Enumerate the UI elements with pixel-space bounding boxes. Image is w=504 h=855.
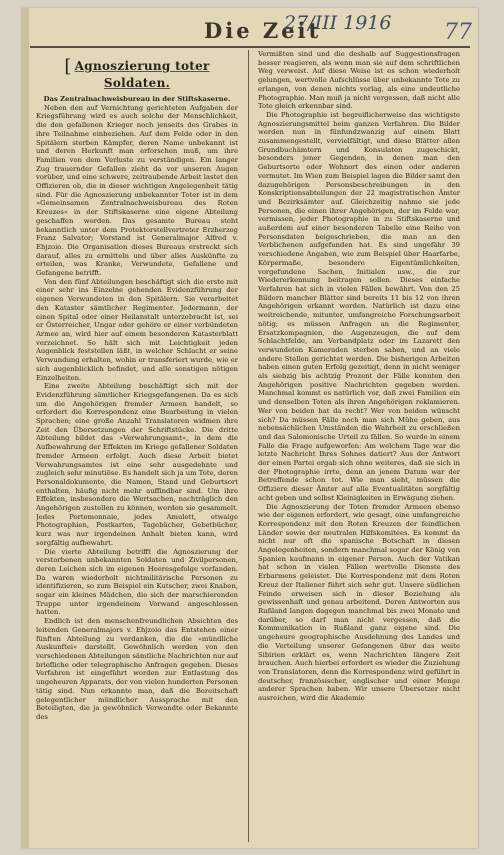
handwritten-page-mark: 77 bbox=[444, 20, 472, 45]
article-paragraph: Die vierte Abteilung betrifft die Agnoszierung der verstorbenen unbekannten Soldaten und Zivilpersonen, deren Leichen sich im eigenen Heeresgefolge vorfanden. Da waren wiederholt nichtmilitärische Personen zu identifizieren, so zum Beispiel ein Kutscher, zwei Knaben, sogar ein kleines Mädchen, die sich der marschierenden Truppe unter irgendeinem Vorwand angeschlossen hatten. bbox=[36, 547, 238, 617]
newspaper-clipping bbox=[22, 8, 478, 848]
newspaper-masthead: Die Zeit bbox=[204, 18, 322, 43]
article-subtitle: Das Zentralnachweisbureau in der Stiftskaserne. bbox=[43, 95, 231, 103]
article-paragraph: Von den fünf Abteilungen beschäftigt sich die erste mit einer sehr ins Einzelne gehenden Evidenzführung der eigenen Verwundeten in den Spitälern. Sie verarbeitet den Kataster sämtlicher Regimenter. Jedermann, der einen Spital oder einer Heilanstalt unterzebracht ist, sei er Österreicher, Ungar oder gehöre er einer verbündeten Armee an, wird hier auf einem besonderen Katasterblatt verzeichnet. So hält sich mit Leichtigkeit jeden Augenblick feststellen läßt, in welcher Schlacht er seine Verwundung erhalten, wohin er transferiert wurde, wie er sich augenblicklich befindet, und alle sonstigen nötigen Einzelheiten. bbox=[36, 277, 238, 382]
article-column-right bbox=[258, 50, 460, 842]
masthead-rule bbox=[30, 46, 470, 48]
article-paragraph: Neben den auf Vernichtung gerichteten Aufgaben der Kriegsführung wird es auch solche der Menschlichkeit, die den gefallenen Krieger noch jenseits des Grabes in ihre Teilnahme einbeziehen. Auf dem Felde oder in den Spitälern sterben Kämpfer, deren Name unbekannt ist und deren Herkunft man erforschen muß, um ihre Familien von dem Verluste zu verständigen. Ein langer Zug trauernder Gefallen zieht da vor unseren Augen vorüber, und eine schwere, zeitraubende Arbeit lastet den Offizieren ob, die in dieser wichtigen Angelegenheit tätig sind. Für die Agnoszierung unbekannter Toter ist in dem »Gemeinsamen Zentralnachweisbureau des Roten Kreuzes« in der Stiftskaserne eine eigene Abteilung geschaffen worden. Das gesamte Bureau steht bekanntlich unter dem Protektorstellvertreter Erzherzog Franz Salvator; Vorstand ist Generalmajor Alfred v. Ehjzoio. Die Organisation dieses Bureaus erstreckt sich darauf, alles zu ermitteln und über alles Auskünfte zu erteilen, was Kranke, Verwundete, Gefallene und Gefangene betrifft. bbox=[36, 103, 238, 278]
article-title: Agnoszierung toter Soldaten. bbox=[74, 59, 210, 90]
handwritten-date: 27/III 1916 bbox=[284, 12, 392, 34]
article-paragraph: Eine zweite Abteilung beschäftigt sich mit der Evidenzführung sämtlicher Kriegsgefangenen. Da es sich um die Angehörigen fremder Armeen handelt, so erfordert die Korrespondenz eine Bearbeitung in vielen Sprachen; eine große Anzahl Translatoren widmen ihre Zeit den Übersetzungen der Schriftstücke. Die dritte Abteilung bildet das »Verwahrungsamt«, in dem die Aufbewahrung der Effekten im Kriege gefallener Soldaten fremder Armeen erfolgt. Auch diese Arbeit bietet Verwahrungsamtes ist eine sehr ausgedehnte und zugleich sehr minutiöse. Es handelt sich ja um Tote, deren Personaldokumente, die Namen, Stand und Geburtsort enthalten, häufig nicht mehr auffindbar sind. Um ihre Effekten, insbesondere die Wertsachen, nachträglich den Angehörigen zustellen zu können, werden sie gesammelt. Jedes Portemonnaie, jedes Amulett, etwaige Photographien, Postkarten, Tagebücher, Gebetbücher, kurz was nur irgendeinen Anhalt bieten kann, wird sorgfältig aufbewahrt. bbox=[36, 382, 238, 547]
article-paragraph: Vermißten sind und die deshalb auf Suggestionsfragen besser reagieren, als wenn man sie auf dem schriftlichen Weg verweist. Auf diese Weise ist es schon wiederholt gelungen, wertvolle Aufschlüsse über unbekannte Tote zu erlangen, von denen nichts vorlag, als eine undeutliche Photographie. Man muß ja nicht vergessen, daß nicht alle Tote gleich erkennbar sind. bbox=[258, 50, 460, 111]
article-headline bbox=[36, 58, 238, 91]
article-paragraph: Die Agnoszierung der Toten fremder Armeen ebenso wie der eigenen erfordert, wie gesagt, eine umfangreiche Korrespondenz mit den Roten Kreuzen der feindlichen Länder sowie der neutralen Hilfskomitées. Es kommt da nicht nur oft die spanische Botschaft in diesen Angelegenheiten, sondern manchmal sogar der König von Spanien kaufmann in eigener Person. Auch der Vatikan hat schon in vielen Fällen wertvolle Dienste des Erbarmens geleistet. Die Korrespondenz mit dem Roten Kreuz der Italiener führt sich sehr gut. Unsere südlichen Feinde erweisen sich in dieser Beziehung als gewissenhaft und genau arbeitend. Deren Antworten aus Rußland langen dagegen manchmal bis zwei Monate und darüber, so darf man nicht vergessen, daß die Kommunikation in Rußland ganz eigene sind. Die ungeheure geographische Ausdehnung des Landes und die Verteilung unserer Gefangenen über das weite Sibirien erklärt es, wenn Nachrichten längere Zeit brauchen. Auch hierbei erfordert es wieder die Zuziehung von Translatoren, denn die Korrespondenz wird geführt in deutscher, französischer, englischer und einer Menge anderer Sprachen haben. Wir unsere Übersetzer nicht ausreichen, wird die Akademie bbox=[258, 502, 460, 703]
article-column-left bbox=[36, 54, 238, 842]
paper-fold-edge bbox=[22, 8, 29, 848]
article-paragraph: Endlich ist den menschenfreundlichen Absichten des leitenden Generalmajors v. Ehjzoio das Entstehen einer fünften Abteilung zu verdanken, die die »mündliche Auskunftei« darstellt. Gewöhnlich werden von den verschiedenen Abteilungen sämtliche Nachrichten nur auf briefliche oder telegraphische Anfragen gegeben. Dieses Verfahren ist eingeführt worden zur Entlastung des ungeheuren Apparats, der von vielen hunderten Personen tätig sind. Nun erkannte man, daß die Bereitschaft gelegentlicher mündlicher Aussprache mit den Beteiligten, die ja gewöhnlich Verwandte oder Bekannte des bbox=[36, 617, 238, 721]
bracket-mark-icon: [ bbox=[64, 56, 72, 77]
article-paragraph: Die Photographie ist begreiflicherweise das wichtigste Agnoszierungsmittel beim ganzen Verfahren. Die Bilder werden nun in fünfundzwanzig auf einem Blatt zusammengestellt, vervielfältigt, und diese Blätter allen Grundbuchämtern und Konsulaten zugeschickt, besonders jener Gegenden, in denen man den Geburtsorte oder Wohnort des einen oder anderen vermutet. Im Wien zum Beispiel lagen die Bilder samt den dazugehörigen Personsbeschreibungen in den Konskriptionsabteilungen der 22 magistratischen Ämter und Bezirksämter auf. Gleichzeitig nahme sie jede Personen, die einen ihrer Angehörigen, der im Felde war, vermissen, jeder Photographie in zu Stiftskaserne und außerdem auf einer besonderen Tabelle eine Reihe von Personsdaten beigeschrieben, die man an den Verblichenen aufgefunden hat. Es sind ungefähr 39 verschiedene Angaben, wie zum Beispiel über Haarfarbe, Körpermaße, besondere Eigentümlichkeiten, vorgefundene Sachen, Initialen usw., die zur Wiedererkennung beitragen sollen. Dieses einfache Verfahren hat sich in vielen Fällen bewährt. Von den 25 Bildern mancher Blätter sind bereits 11 bis 12 von ihren Angehörigen erkannt worden. Natürlich ist dazu eine weitreichende, mitunter, umfangreiche Forschungsarbeit nötig; es müssen Anfragen an die Regimenter, Ersatzkompagnien, die Augenzeugen, die auf dem Schlachtfelde, am Verbandplatz oder im Lazarett den verwundeten Kameraden sterben sahen, und an viele andere Stellen gerichtet werden. Die bisherigen Arbeiten haben einen guten Erfolg gezeitigt, denn in nicht weniger als siebzig bis achtzig Prozent der Fälle konnten den Angehörigen positive Nachrichten gegeben werden. Manchmal kommt es natürlich vor, daß zwei Familien ein und denselben Toten als ihren Angehörigen reklamieren. Wer von beiden hat da recht? Wer von beiden wünscht sich? Da müssen Fälle noch man sich Mühe geben, aus nebensächlichen Umständen die Wahrheit zu erschließen und das Salomonische Urteil zu fällen. So wurde in einem Falle die Frage aufgeworfen: Am welchem Tage war die letzte Nachricht Ihres Sohnes datiert? Aus der Antwort der einen Partei ergab sich ohne weiteres, daß sie sich in der Photographie irrte, denn an jenem Datum war der Betreffende schon tot. Wie man sieht, müssen die Offiziere dieser Ämter auf alle Eventualitäten sorgfältig acht geben und selbst Kleinigkeiten in Erwägung ziehen. bbox=[258, 110, 460, 502]
column-divider bbox=[248, 50, 249, 842]
